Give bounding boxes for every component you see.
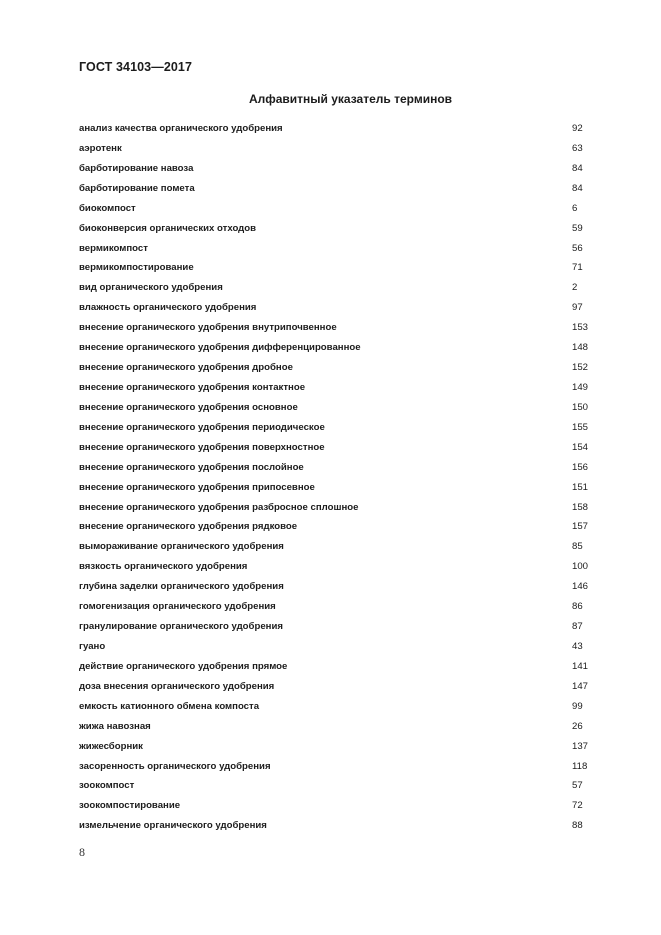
index-page-ref: 84 <box>572 162 583 174</box>
index-entry <box>79 560 589 580</box>
index-term: зоокомпостирование <box>79 800 181 812</box>
index-term: внесение органического удобрения периодическое <box>79 421 325 433</box>
index-term: внесение органического удобрения дробное <box>79 362 293 374</box>
index-page-ref: 6 <box>572 202 578 214</box>
index-page-ref: 57 <box>572 780 583 792</box>
index-term: зоокомпост <box>79 780 135 792</box>
index-term: барботирование помета <box>79 182 195 194</box>
index-term: внесение органического удобрения послойное <box>79 461 304 473</box>
index-term: анализ качества органического удобрения <box>79 123 283 134</box>
index-page-ref: 156 <box>572 461 589 473</box>
index-entry <box>79 321 589 341</box>
index-entry <box>79 341 589 361</box>
index-page-ref: 137 <box>572 740 589 752</box>
index-term: гранулирование органического удобрения <box>79 621 283 633</box>
index-entry <box>79 202 583 222</box>
index-entry <box>79 520 589 540</box>
index-page-ref: 87 <box>572 621 583 633</box>
index-page-ref: 92 <box>572 123 583 134</box>
index-entry <box>79 580 589 600</box>
index-entry <box>79 301 583 321</box>
index-term: гомогенизация органического удобрения <box>79 601 276 613</box>
index-page-ref: 154 <box>572 441 589 453</box>
index-page-ref: 151 <box>572 481 589 493</box>
index-page-ref: 100 <box>572 561 589 573</box>
index-entry <box>79 122 583 142</box>
index-entry <box>79 501 589 521</box>
index-page-ref: 146 <box>572 581 589 593</box>
index-term: емкость катионного обмена компоста <box>79 700 260 712</box>
index-entry <box>79 640 583 660</box>
index-entry <box>79 361 589 381</box>
index-entry <box>79 740 589 760</box>
index-term: внесение органического удобрения разбросное сплошное <box>79 501 359 513</box>
index-entry <box>79 222 583 242</box>
index-term: гуано <box>79 640 106 652</box>
page-number: 8 <box>79 845 85 859</box>
index-term: биоконверсия органических отходов <box>79 222 257 234</box>
index-entry <box>79 381 589 401</box>
term-index-list <box>79 122 589 839</box>
index-entry <box>79 182 583 202</box>
index-page-ref: 88 <box>572 820 583 832</box>
index-entry <box>79 600 583 620</box>
index-entry <box>79 660 589 680</box>
index-entry <box>79 142 583 162</box>
index-page-ref: 63 <box>572 142 583 154</box>
index-term: аэротенк <box>79 142 122 154</box>
index-page-ref: 26 <box>572 720 583 732</box>
index-title: Алфавитный указатель терминов <box>248 92 453 106</box>
index-term: барботирование навоза <box>79 162 194 174</box>
index-page-ref: 43 <box>572 640 583 652</box>
index-term: внесение органического удобрения внутрипочвенное <box>79 322 337 334</box>
index-page-ref: 97 <box>572 302 583 314</box>
index-entry <box>79 620 583 640</box>
index-page-ref: 150 <box>572 401 589 413</box>
index-term: внесение органического удобрения дифференцированное <box>79 342 361 354</box>
index-term: биокомпост <box>79 202 136 214</box>
index-term: измельчение органического удобрения <box>79 820 267 832</box>
index-term: засоренность органического удобрения <box>79 760 271 772</box>
index-page-ref: 99 <box>572 700 583 712</box>
index-page-ref: 157 <box>572 521 589 533</box>
index-term: жижа навозная <box>79 720 151 732</box>
index-entry <box>79 401 589 421</box>
index-entry <box>79 720 583 740</box>
index-entry <box>79 281 583 301</box>
index-page-ref: 71 <box>572 262 583 274</box>
index-entry <box>79 481 589 501</box>
index-term: внесение органического удобрения контактное <box>79 381 306 393</box>
index-page-ref: 72 <box>572 800 583 812</box>
index-page-ref: 153 <box>572 322 589 334</box>
index-term: доза внесения органического удобрения <box>79 680 275 692</box>
index-page-ref: 155 <box>572 421 589 433</box>
index-entry <box>79 461 589 481</box>
index-page-ref: 86 <box>572 601 583 613</box>
index-term: внесение органического удобрения основное <box>79 401 298 413</box>
index-term: внесение органического удобрения поверхностное <box>79 441 325 453</box>
index-term: жижесборник <box>79 740 143 752</box>
index-term: действие органического удобрения прямое <box>79 660 288 672</box>
index-entry <box>79 779 583 799</box>
index-term: вид органического удобрения <box>79 282 223 294</box>
index-page-ref: 56 <box>572 242 583 254</box>
index-term: влажность органического удобрения <box>79 302 257 314</box>
index-entry <box>79 261 583 281</box>
index-page-ref: 84 <box>572 182 583 194</box>
index-page-ref: 148 <box>572 342 589 354</box>
document-header-code: ГОСТ 34103—2017 <box>79 60 193 74</box>
index-page-ref: 158 <box>572 501 589 513</box>
index-entry <box>79 819 583 839</box>
index-entry <box>79 680 589 700</box>
index-page-ref: 147 <box>572 680 589 692</box>
index-page-ref: 59 <box>572 222 583 234</box>
index-entry <box>79 421 589 441</box>
index-page-ref: 141 <box>572 660 589 672</box>
index-entry <box>79 799 583 819</box>
index-entry <box>79 441 589 461</box>
index-term: вымораживание органического удобрения <box>79 541 284 553</box>
index-page-ref: 152 <box>572 362 589 374</box>
index-term: внесение органического удобрения рядковое <box>79 521 298 533</box>
index-entry <box>79 760 588 780</box>
index-term: глубина заделки органического удобрения <box>79 581 284 593</box>
index-term: вермикомпост <box>79 242 148 254</box>
index-entry <box>79 242 583 262</box>
index-term: вязкость органического удобрения <box>79 561 248 573</box>
index-entry <box>79 540 583 560</box>
index-page-ref: 118 <box>572 760 588 772</box>
index-page-ref: 85 <box>572 541 583 553</box>
index-entry <box>79 700 583 720</box>
index-page-ref: 2 <box>572 282 578 294</box>
index-term: вермикомпостирование <box>79 262 194 274</box>
index-term: внесение органического удобрения припосевное <box>79 481 315 493</box>
index-page-ref: 149 <box>572 381 589 393</box>
index-entry <box>79 162 583 182</box>
